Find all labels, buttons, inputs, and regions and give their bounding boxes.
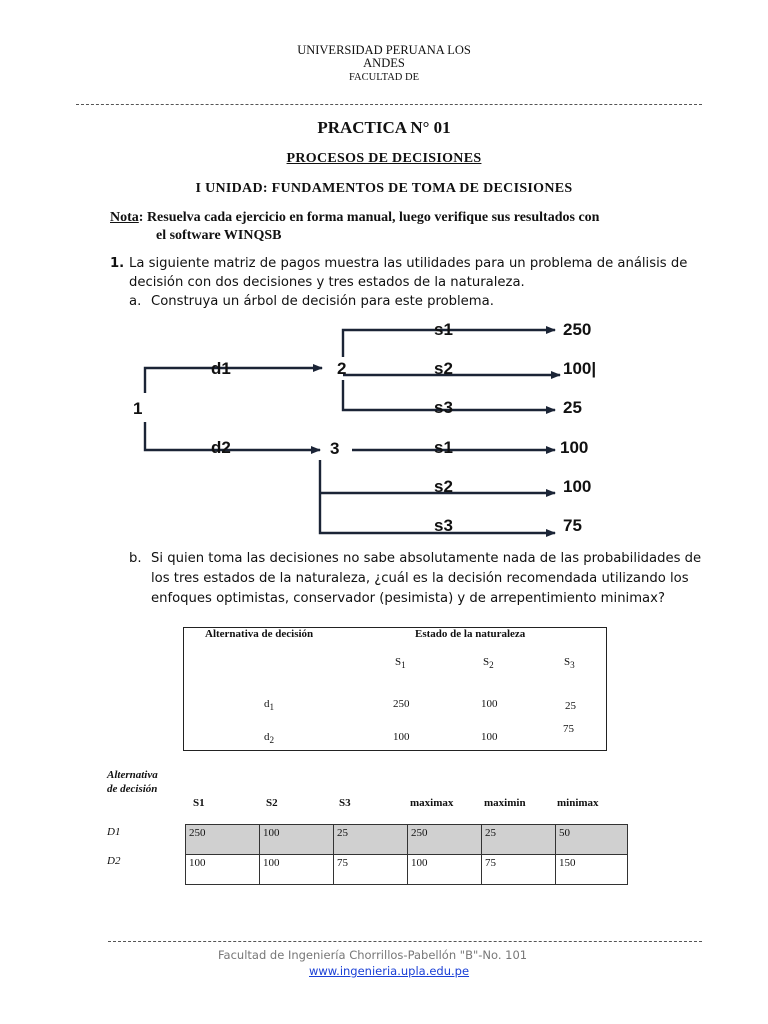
result-table	[185, 824, 628, 885]
payoff-cell: 100	[481, 731, 498, 743]
payoff-header-state: Estado de la naturaleza	[415, 628, 526, 640]
exercise-number: 1.	[110, 256, 125, 271]
note-line1	[110, 209, 599, 227]
item-b-line2: los tres estados de la naturaleza, ¿cuál es la decisión recomendada utilizando los	[151, 571, 689, 586]
exercise-text-line1: La siguiente matriz de pagos muestra las utilidades para un problema de análisis de	[129, 256, 688, 271]
payoff-state-s3: $S_3$	[564, 656, 575, 671]
payoff-row-label-d2: $d_2$	[264, 731, 275, 746]
result-cell: 25	[482, 825, 556, 855]
result-label-line1: Alternativa	[107, 769, 158, 781]
payoff-cell: 25	[565, 700, 576, 712]
university-name-line1: UNIVERSIDAD PERUANA LOS	[297, 43, 471, 57]
tree-node-3: 3	[330, 439, 340, 458]
result-col-header: minimax	[557, 797, 599, 809]
tree-payoff-label: 100	[563, 477, 592, 496]
item-b-line3: enfoques optimistas, conservador (pesimista) y de arrepentimiento minimax?	[151, 591, 665, 606]
note-label: Nota	[110, 210, 139, 225]
decision-tree	[100, 310, 640, 540]
tree-node-root: 1	[133, 399, 143, 418]
faculty-name: FACULTAD DE	[348, 72, 420, 83]
tree-payoff-label: 75	[563, 516, 582, 535]
unit-heading: I UNIDAD: FUNDAMENTOS DE TOMA DE DECISIONES	[195, 181, 573, 196]
payoff-row-label-d1: $d_1$	[264, 698, 275, 713]
payoff-cell: 75	[563, 723, 574, 735]
header-divider	[76, 104, 702, 105]
footer-website-link[interactable]: www.ingenieria.upla.edu.pe	[309, 964, 470, 978]
result-col-header: S2	[266, 797, 278, 809]
result-cell: 75	[334, 855, 408, 885]
payoff-state-s2: $S_2$	[483, 656, 494, 671]
item-a-text: Construya un árbol de decisión para este problema.	[151, 294, 494, 309]
payoff-cell: 250	[393, 698, 410, 710]
university-name-line2: ANDES	[363, 56, 405, 70]
exercise-text-line2: decisión con dos decisiones y tres estados de la naturaleza.	[129, 275, 525, 290]
footer-divider	[108, 941, 702, 942]
page-subtitle: PROCESOS DE DECISIONES	[286, 151, 482, 166]
payoff-cell: 100	[481, 698, 498, 710]
result-cell: 50	[556, 825, 628, 855]
result-col-header: S1	[193, 797, 205, 809]
tree-state-label: s1	[434, 320, 453, 339]
result-cell: 100	[186, 855, 260, 885]
note-text1: : Resuelva cada ejercicio en forma manual, luego verifique sus resultados con	[138, 210, 600, 225]
tree-state-label: s3	[434, 516, 453, 535]
tree-node-2: 2	[337, 359, 347, 378]
tree-state-label: s3	[434, 398, 453, 417]
tree-payoff-label: 25	[563, 398, 582, 417]
page-title: PRACTICA N° 01	[317, 118, 451, 137]
payoff-table	[183, 627, 607, 751]
result-label-line2: de decisión	[107, 783, 158, 795]
result-row-label-d1: D1	[107, 826, 121, 838]
tree-state-label: s2	[434, 477, 453, 496]
item-b-marker: b.	[129, 551, 142, 566]
result-row	[186, 825, 628, 855]
item-b-line1: Si quien toma las decisiones no sabe absolutamente nada de las probabilidades de	[151, 551, 702, 566]
tree-label-d2: d2	[211, 438, 231, 457]
item-a-marker: a.	[129, 294, 142, 309]
tree-state-label: s1	[434, 438, 453, 457]
result-cell: 75	[482, 855, 556, 885]
result-cell: 250	[186, 825, 260, 855]
result-cell: 100	[408, 855, 482, 885]
result-cell: 100	[260, 855, 334, 885]
result-row-label-d2: D2	[107, 855, 121, 867]
result-cell: 100	[260, 825, 334, 855]
result-cell: 150	[556, 855, 628, 885]
footer-address: Facultad de Ingeniería Chorrillos-Pabellón "B"-No. 101	[218, 948, 528, 962]
tree-state-label: s2	[434, 359, 453, 378]
result-col-header: S3	[339, 797, 351, 809]
tree-payoff-label: 100|	[563, 359, 597, 378]
tree-edge-d2	[145, 422, 320, 450]
payoff-cell: 100	[393, 731, 410, 743]
result-cell: 250	[408, 825, 482, 855]
note-line2: el software WINQSB	[156, 228, 282, 243]
tree-label-d1: d1	[211, 359, 231, 378]
result-row	[186, 855, 628, 885]
payoff-state-s1: $S_1$	[395, 656, 406, 671]
result-col-header: maximax	[410, 797, 454, 809]
tree-payoff-label: 250	[563, 320, 592, 339]
result-col-header: maximin	[484, 797, 526, 809]
result-cell: 25	[334, 825, 408, 855]
payoff-header-alternative: Alternativa de decisión	[205, 628, 314, 640]
result-label	[107, 768, 158, 796]
tree-edge-d1	[145, 368, 322, 393]
tree-payoff-label: 100	[560, 438, 589, 457]
